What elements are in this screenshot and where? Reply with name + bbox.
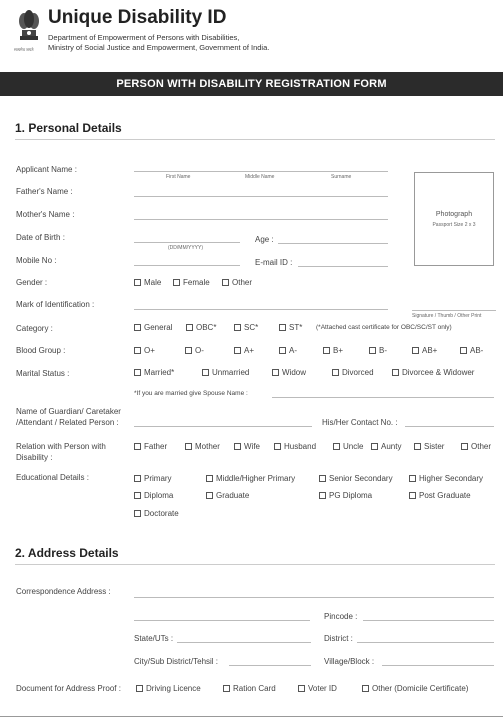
header-title: Unique Disability ID — [48, 7, 227, 28]
checkbox-box — [332, 369, 339, 376]
checkbox-box — [333, 443, 340, 450]
proof-other-checkbox[interactable] — [362, 684, 468, 693]
checkbox-label: Mother — [195, 442, 220, 451]
national-emblem-icon — [14, 6, 44, 44]
education-primary-checkbox[interactable] — [134, 474, 172, 483]
relation-aunty-checkbox[interactable] — [371, 442, 401, 451]
checkbox-box — [173, 279, 180, 286]
first-name-caption: First Name — [166, 174, 191, 180]
marital-widow-checkbox[interactable] — [272, 368, 306, 377]
checkbox-label: Other (Domicile Certificate) — [372, 684, 469, 693]
checkbox-label: Driving Licence — [146, 684, 201, 693]
city-label: City/Sub District/Tehsil : — [134, 657, 219, 666]
checkbox-label: A- — [289, 346, 297, 355]
village-field[interactable] — [382, 665, 494, 666]
blood-o-neg-checkbox[interactable] — [185, 346, 204, 355]
checkbox-label: AB- — [470, 346, 484, 355]
checkbox-label: Middle/Higher Primary — [216, 474, 296, 483]
blood-ab-pos-checkbox[interactable] — [412, 346, 437, 355]
surname-caption: Surname — [331, 174, 352, 180]
blood-a-neg-checkbox[interactable] — [279, 346, 297, 355]
marital-divorcee-widower-checkbox[interactable] — [392, 368, 474, 377]
blood-b-neg-checkbox[interactable] — [369, 346, 387, 355]
category-obc-checkbox[interactable] — [186, 323, 216, 332]
checkbox-box — [409, 475, 416, 482]
district-label: District : — [324, 634, 353, 643]
blood-b-pos-checkbox[interactable] — [323, 346, 343, 355]
checkbox-box — [460, 347, 467, 354]
proof-ration-card-checkbox[interactable] — [223, 684, 276, 693]
email-label: E-mail ID : — [255, 258, 293, 267]
relation-father-checkbox[interactable] — [134, 442, 167, 451]
checkbox-label: Voter ID — [308, 684, 337, 693]
state-label: State/UTs : — [134, 634, 174, 643]
pincode-label: Pincode : — [324, 612, 358, 621]
education-higher-secondary-checkbox[interactable] — [409, 474, 483, 483]
checkbox-box — [412, 347, 419, 354]
marital-status-label: Marital Status : — [16, 369, 70, 378]
checkbox-box — [461, 443, 468, 450]
emblem-caption: सत्यमेव जयते — [14, 47, 34, 52]
checkbox-label: Female — [183, 278, 210, 287]
form-banner — [0, 72, 503, 96]
relation-label-line1: Relation with Person with — [16, 442, 106, 451]
category-sc-checkbox[interactable] — [234, 323, 258, 332]
village-label: Village/Block : — [324, 657, 375, 666]
category-st-checkbox[interactable] — [279, 323, 302, 332]
email-field[interactable] — [298, 266, 388, 267]
checkbox-label: O- — [195, 346, 204, 355]
checkbox-box — [206, 492, 213, 499]
checkbox-label: Primary — [144, 474, 172, 483]
mothers-name-label: Mother's Name : — [16, 210, 75, 219]
checkbox-box — [223, 685, 230, 692]
city-field[interactable] — [229, 665, 311, 666]
checkbox-label: Graduate — [216, 491, 250, 500]
checkbox-label: Aunty — [381, 442, 402, 451]
pincode-field[interactable] — [363, 620, 494, 621]
checkbox-label: Married* — [144, 368, 175, 377]
checkbox-label: Divorcee & Widower — [402, 368, 475, 377]
checkbox-box — [234, 443, 241, 450]
education-diploma-checkbox[interactable] — [134, 491, 173, 500]
checkbox-box — [134, 369, 141, 376]
state-field[interactable] — [177, 642, 311, 643]
proof-driving-licence-checkbox[interactable] — [136, 684, 201, 693]
checkbox-label: Other — [471, 442, 492, 451]
checkbox-box — [274, 443, 281, 450]
checkbox-label: General — [144, 323, 173, 332]
checkbox-box — [185, 443, 192, 450]
relation-other-checkbox[interactable] — [461, 442, 491, 451]
address-proof-label: Document for Address Proof : — [16, 684, 121, 693]
education-senior-secondary-checkbox[interactable] — [319, 474, 393, 483]
checkbox-label: SC* — [244, 323, 259, 332]
checkbox-label: Male — [144, 278, 162, 287]
checkbox-label: Husband — [284, 442, 317, 451]
category-label: Category : — [16, 324, 53, 333]
checkbox-label: Unmarried — [212, 368, 250, 377]
gender-male-checkbox[interactable] — [134, 278, 161, 287]
photograph-box[interactable] — [414, 172, 494, 266]
fathers-name-label: Father's Name : — [16, 187, 73, 196]
relation-sister-checkbox[interactable] — [414, 442, 444, 451]
section-divider — [15, 564, 495, 565]
checkbox-box — [134, 492, 141, 499]
photograph-label: Photograph — [435, 211, 473, 218]
contact-number-label: His/Her Contact No. : — [322, 418, 398, 427]
gender-label: Gender : — [16, 278, 48, 287]
checkbox-box — [186, 324, 193, 331]
dob-label: Date of Birth : — [16, 233, 65, 242]
section-personal-details-title: 1. Personal Details — [15, 121, 122, 135]
checkbox-box — [185, 347, 192, 354]
checkbox-box — [134, 443, 141, 450]
marital-married-checkbox[interactable] — [134, 368, 174, 377]
checkbox-box — [134, 475, 141, 482]
guardian-label-line2: /Attendant / Related Person : — [16, 418, 119, 427]
relation-mother-checkbox[interactable] — [185, 442, 220, 451]
checkbox-label: B+ — [333, 346, 344, 355]
checkbox-box — [134, 324, 141, 331]
education-graduate-checkbox[interactable] — [206, 491, 249, 500]
contact-number-field[interactable] — [405, 426, 494, 427]
checkbox-label: A+ — [244, 346, 255, 355]
blood-group-label: Blood Group : — [16, 346, 66, 355]
checkbox-label: Diploma — [144, 491, 174, 500]
spouse-name-field[interactable] — [272, 397, 494, 398]
age-label: Age : — [255, 235, 274, 244]
checkbox-label: PG Diploma — [329, 491, 373, 500]
checkbox-label: Divorced — [342, 368, 374, 377]
section-address-details-title: 2. Address Details — [15, 546, 119, 560]
fathers-name-field[interactable] — [134, 196, 388, 197]
photograph-size-label: Passport Size 2 x 3 — [432, 222, 476, 228]
applicant-name-field[interactable] — [134, 171, 388, 172]
age-field[interactable] — [278, 243, 388, 244]
checkbox-label: Post Graduate — [419, 491, 471, 500]
correspondence-address-label: Correspondence Address : — [16, 587, 111, 596]
checkbox-box — [414, 443, 421, 450]
relation-wife-checkbox[interactable] — [234, 442, 260, 451]
education-post-graduate-checkbox[interactable] — [409, 491, 471, 500]
gender-other-checkbox[interactable] — [222, 278, 252, 287]
checkbox-box — [279, 347, 286, 354]
signature-caption: Signature / Thumb / Other Print — [412, 313, 482, 319]
checkbox-box — [362, 685, 369, 692]
checkbox-box — [319, 475, 326, 482]
checkbox-box — [234, 347, 241, 354]
middle-name-caption: Middle Name — [245, 174, 275, 180]
checkbox-label: ST* — [289, 323, 303, 332]
relation-uncle-checkbox[interactable] — [333, 442, 363, 451]
education-middle-higher-primary-checkbox[interactable] — [206, 474, 295, 483]
mobile-field[interactable] — [134, 265, 240, 266]
checkbox-label: AB+ — [422, 346, 438, 355]
category-general-checkbox[interactable] — [134, 323, 172, 332]
relation-label-line2: Disability : — [16, 453, 53, 462]
correspondence-address-field-2[interactable] — [134, 620, 310, 621]
checkbox-box — [134, 347, 141, 354]
education-doctorate-checkbox[interactable] — [134, 509, 179, 518]
proof-voter-id-checkbox[interactable] — [298, 684, 337, 693]
checkbox-label: Uncle — [343, 442, 364, 451]
checkbox-box — [134, 510, 141, 517]
dob-field[interactable] — [134, 242, 240, 243]
spouse-name-label: *If you are married give Spouse Name : — [134, 390, 248, 397]
relation-husband-checkbox[interactable] — [274, 442, 316, 451]
education-pg-diploma-checkbox[interactable] — [319, 491, 372, 500]
category-note: (*Attached cast certificate for OBC/SC/ST only) — [316, 324, 452, 331]
mark-identification-label: Mark of Identification : — [16, 300, 95, 309]
checkbox-label: Senior Secondary — [329, 474, 393, 483]
checkbox-box — [222, 279, 229, 286]
blood-o-pos-checkbox[interactable] — [134, 346, 155, 355]
checkbox-box — [319, 492, 326, 499]
header-dept-line1: Department of Empowerment of Persons with Disabilities, — [48, 33, 240, 42]
district-field[interactable] — [357, 642, 494, 643]
mark-identification-field[interactable] — [134, 309, 388, 310]
section-divider — [15, 139, 495, 140]
checkbox-box — [409, 492, 416, 499]
mothers-name-field[interactable] — [134, 219, 388, 220]
header-dept-line2: Ministry of Social Justice and Empowerment, Government of India. — [48, 43, 270, 52]
guardian-label-line1: Name of Guardian/ Caretaker — [16, 407, 121, 416]
checkbox-box — [272, 369, 279, 376]
checkbox-label: Father — [144, 442, 168, 451]
marital-divorced-checkbox[interactable] — [332, 368, 374, 377]
checkbox-label: Sister — [424, 442, 445, 451]
dob-format-caption: (DD/MM/YYYY) — [168, 245, 203, 251]
checkbox-box — [323, 347, 330, 354]
footer-divider — [0, 716, 503, 717]
checkbox-label: B- — [379, 346, 387, 355]
checkbox-label: OBC* — [196, 323, 217, 332]
blood-ab-neg-checkbox[interactable] — [460, 346, 483, 355]
checkbox-box — [202, 369, 209, 376]
checkbox-label: Ration Card — [233, 684, 276, 693]
checkbox-box — [234, 324, 241, 331]
mobile-label: Mobile No : — [16, 256, 57, 265]
gender-female-checkbox[interactable] — [173, 278, 210, 287]
checkbox-box — [298, 685, 305, 692]
checkbox-box — [392, 369, 399, 376]
guardian-name-field[interactable] — [134, 426, 312, 427]
checkbox-box — [279, 324, 286, 331]
education-label: Educational Details : — [16, 473, 89, 482]
blood-a-pos-checkbox[interactable] — [234, 346, 254, 355]
checkbox-label: O+ — [144, 346, 155, 355]
correspondence-address-field-1[interactable] — [134, 597, 494, 598]
marital-unmarried-checkbox[interactable] — [202, 368, 249, 377]
checkbox-box — [371, 443, 378, 450]
checkbox-box — [136, 685, 143, 692]
checkbox-box — [206, 475, 213, 482]
checkbox-label: Widow — [282, 368, 307, 377]
checkbox-box — [134, 279, 141, 286]
checkbox-label: Wife — [244, 442, 260, 451]
checkbox-label: Higher Secondary — [419, 474, 484, 483]
signature-field[interactable] — [412, 310, 496, 311]
form-title: PERSON WITH DISABILITY REGISTRATION FORM — [116, 78, 387, 90]
checkbox-box — [369, 347, 376, 354]
checkbox-label: Doctorate — [144, 509, 179, 518]
checkbox-label: Other — [232, 278, 253, 287]
header — [0, 0, 503, 70]
applicant-name-label: Applicant Name : — [16, 165, 77, 174]
